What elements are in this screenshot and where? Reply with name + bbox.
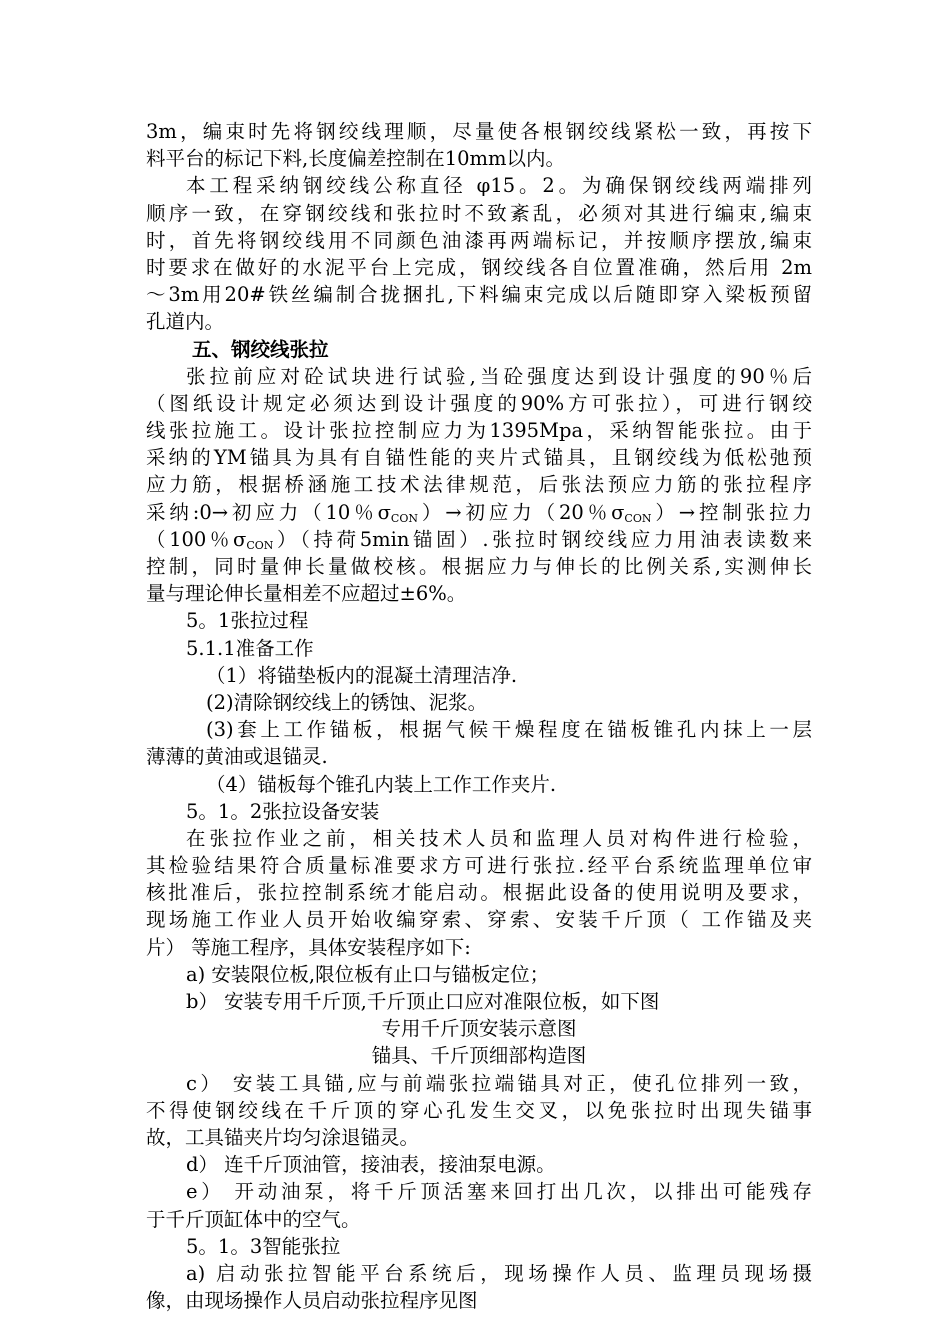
subsection-heading: 5。1。2张拉设备安装 [186, 799, 380, 823]
figure-caption: 锚具、千斤顶细部构造图 [371, 1044, 587, 1068]
text-line: 3m，编束时先将钢绞线理顺，尽量使各根钢绞线紧松一致，再按下 [146, 120, 812, 143]
list-item: a) 启动张拉智能平台系统后，现场操作人员、监理员现场摄 [186, 1261, 812, 1285]
formula-subscript: CON [246, 538, 274, 552]
list-item: b） 安装专用千斤顶,千斤顶止口应对准限位板，如下图 [186, 990, 660, 1013]
text-line: 应力筋，根据桥涵施工技术法律规范，后张法预应力筋的张拉程序 [146, 473, 812, 497]
formula-subscript: CON [624, 511, 652, 525]
text-line: 在张拉作业之前，相关技术人员和监理人员对构件进行检验， [186, 826, 812, 850]
text-line: 像，由现场操作人员启动张拉程序见图 [146, 1289, 478, 1313]
figure-caption: 专用千斤顶安装示意图 [381, 1017, 577, 1041]
subsection-heading: 5.1.1准备工作 [186, 636, 314, 660]
formula-line [146, 526, 812, 553]
text-line: 顺序一致，在穿钢绞线和张拉时不致紊乱，必须对其进行编束,编束 [146, 201, 812, 225]
text-line: 薄薄的黄油或退锚灵. [146, 745, 328, 769]
text-line: 片） 等施工程序，具体安装程序如下: [146, 935, 471, 959]
formula-subscript: CON [390, 511, 418, 525]
text-line: 本工程采纳钢绞线公称直径 φ15。2。为确保钢绞线两端排列 [186, 174, 812, 198]
text-line: 故，工具锚夹片均匀涂退锚灵。 [146, 1125, 420, 1149]
text-line: 于千斤顶缸体中的空气。 [146, 1207, 361, 1231]
list-item: (3)套上工作锚板，根据气候干燥程度在锚板锥孔内抹上一层 [206, 718, 812, 742]
subsection-heading: 5。1张拉过程 [186, 609, 309, 633]
text-line: 线张拉施工。设计张拉控制应力为1395Mpa，采纳智能张拉。由于 [146, 419, 812, 443]
text-line: 料平台的标记下料,长度偏差控制在10mm以内。 [146, 147, 565, 171]
text-line: 不得使钢绞线在千斤顶的穿心孔发生交叉，以免张拉时出现失锚事 [146, 1098, 812, 1122]
text-line: 控制，同时量伸长量做校核。根据应力与伸长的比例关系,实测伸长 [146, 555, 812, 578]
formula-text: （100％σ [146, 527, 247, 551]
subsection-heading: 5。1。3智能张拉 [186, 1234, 341, 1258]
text-line: 孔道内。 [146, 310, 225, 334]
text-line: 时，首先将钢绞线用不同颜色油漆再两端标记，并按顺序摆放,编束 [146, 228, 812, 252]
text-line: 其检验结果符合质量标准要求方可进行张拉.经平台系统监理单位审 [146, 854, 812, 878]
list-item: （4）锚板每个锥孔内装上工作工作夹片. [206, 772, 557, 796]
formula-line [146, 499, 812, 526]
text-line: 张拉前应对砼试块进行试验,当砼强度达到设计强度的90％后 [186, 364, 812, 388]
text-line: ～3m用20#铁丝编制合拢捆扎,下料编束完成以后随即穿入梁板预留 [146, 283, 812, 307]
list-item: a) 安装限位板,限位板有止口与锚板定位； [186, 962, 550, 986]
list-item: (2)清除钢绞线上的锈蚀、泥浆。 [206, 690, 488, 714]
text-line: 核批准后，张拉控制系统才能启动。根据此设备的使用说明及要求， [146, 881, 812, 905]
list-item: d） 连千斤顶油管，接油表，接油泵电源。 [186, 1153, 556, 1177]
list-item: c） 安装工具锚,应与前端张拉端锚具对正，使孔位排列一致， [186, 1071, 812, 1095]
formula-text: ）→初应力（20％σ [417, 500, 625, 524]
list-item: e） 开动油泵，将千斤顶活塞来回打出几次，以排出可能残存 [186, 1180, 812, 1204]
text-line: 量与理论伸长量相差不应超过±6%。 [146, 582, 467, 606]
text-line: 时要求在做好的水泥平台上完成，钢绞线各自位置准确，然后用 2m [146, 255, 812, 279]
formula-text: 采纳:0→初应力（10％σ [146, 500, 391, 524]
text-line: （图纸设计规定必须达到设计强度的90%方可张拉），可进行钢绞 [146, 391, 812, 415]
formula-text: ）→控制张拉力 [651, 500, 812, 524]
text-line: 采纳的YM锚具为具有自锚性能的夹片式锚具，且钢绞线为低松弛预 [146, 446, 812, 470]
section-heading: 五、钢绞线张拉 [192, 337, 329, 361]
formula-text: ）（持荷5min锚固）.张拉时钢绞线应力用油表读数来 [273, 527, 812, 551]
text-line: 现场施工作业人员开始收编穿索、穿索、安装千斤顶（ 工作锚及夹 [146, 908, 812, 932]
list-item: （1）将锚垫板内的混凝土清理洁净. [206, 663, 518, 687]
